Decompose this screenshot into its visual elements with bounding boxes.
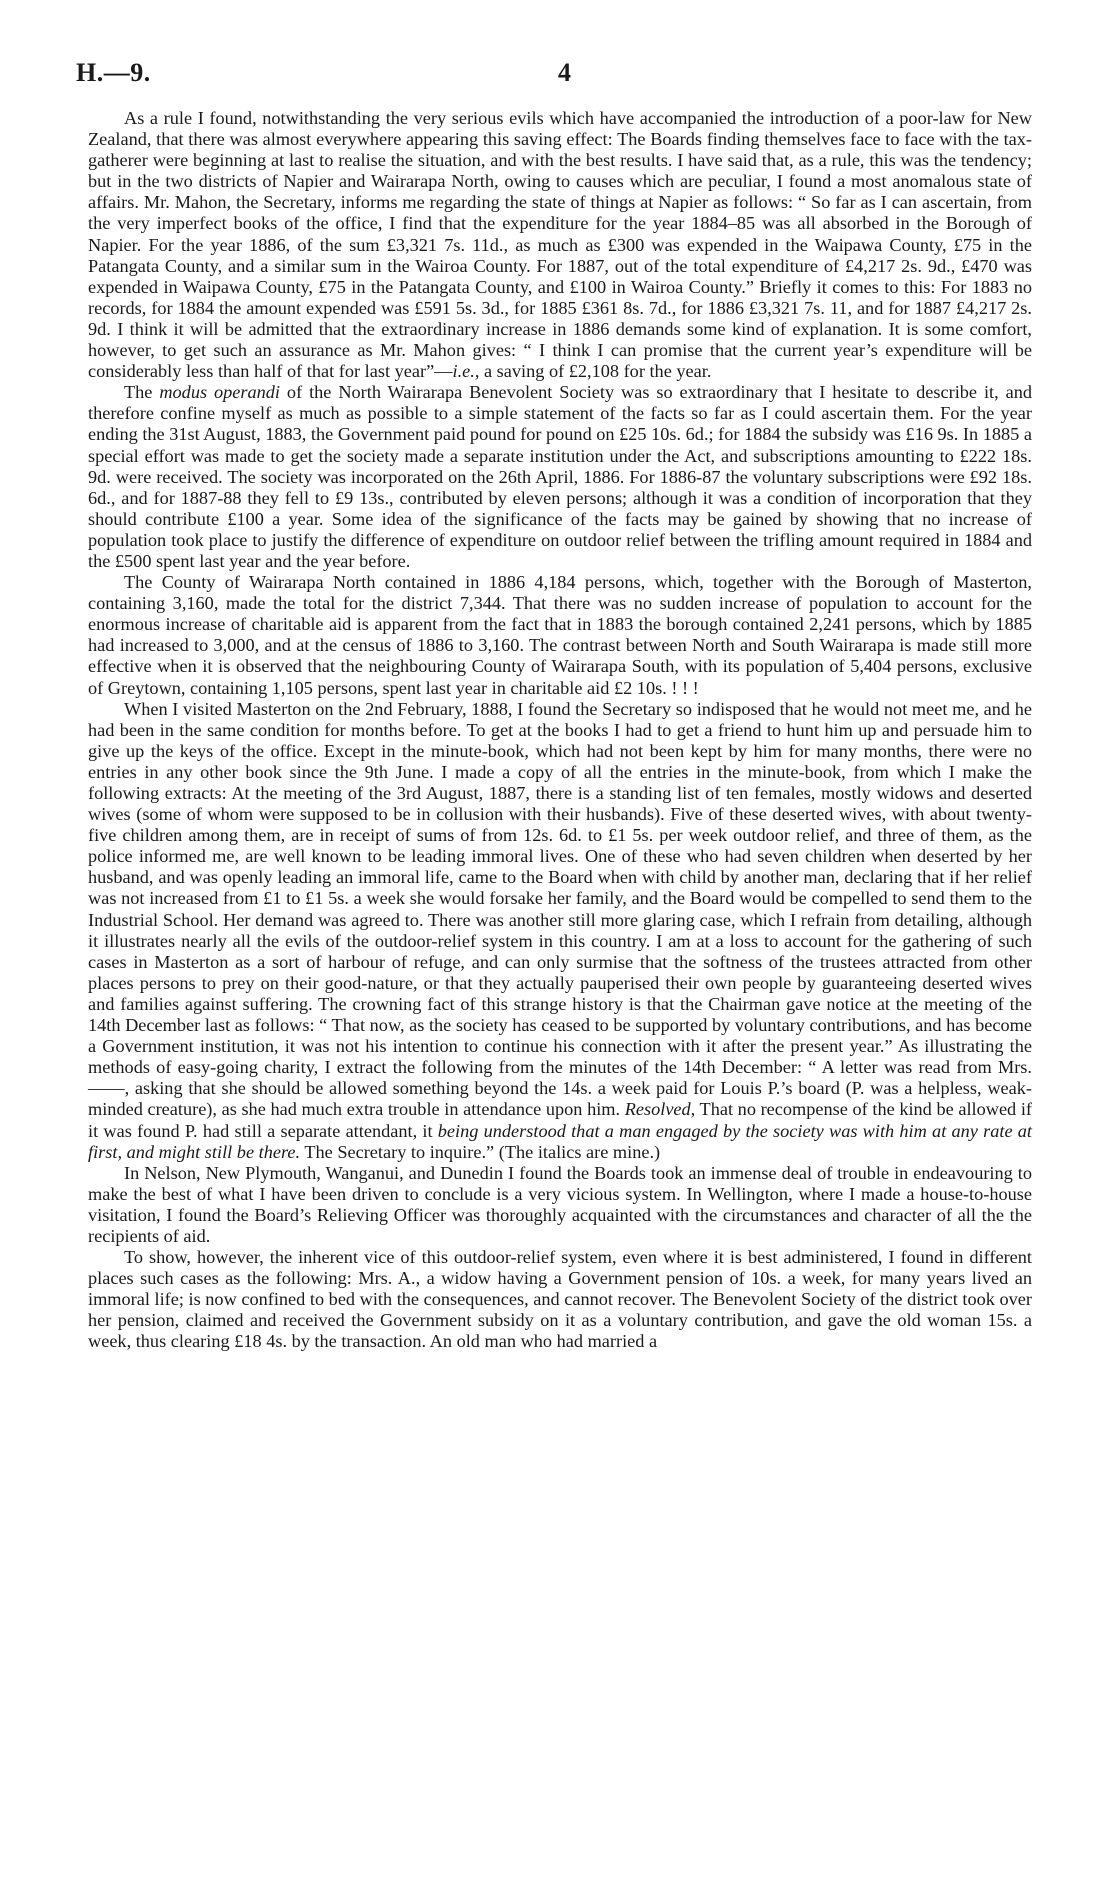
text-segment: In Nelson, New Plymouth, Wanganui, and Dunedin I found the Boards took an immense deal of trouble in endeavouring to make the best of what I have been driven to conclude is a very vicious system. In Wellington, where I made a house-to-house visitation, I found the Board’s Relieving Officer was thoroughly acquainted with the circumstances and character of all the the recipients of aid. (88, 1162, 1032, 1246)
text-segment: That no recompense of the kind be allowed if it was found P. had still a separate attendant, it (88, 1099, 1032, 1141)
text-segment: The Secretary to inquire.” (The italics are mine.) (300, 1141, 661, 1162)
paragraph-5 (88, 1163, 1032, 1247)
italic-segment: i.e. (452, 361, 475, 382)
text-segment: , a saving of £2,108 for the year. (474, 361, 712, 382)
italic-segment: being understood that a man engaged by the society was with him at any rate at first, and might still be there. (88, 1120, 1033, 1162)
text-segment: The (124, 382, 160, 403)
paragraph-4 (88, 699, 1032, 1163)
text-segment: As a rule I found, notwithstanding the very serious evils which have accompanied the introduction of a poor-law for New Zealand, that there was almost everywhere appearing this saving effect: The Boards finding themselves face to face with the tax-gatherer were beginning at last to realise the situation, and with the best results. I have said that, as a rule, this was the tendency; but in the two districts of Napier and Wairarapa North, owing to causes which are peculiar, I found a most anomalous state of affairs. Mr. Mahon, the Secretary, informs me regarding the state of things at Napier as follows: “ So far as I can ascertain, from the very imperfect books of the office, I find that the expenditure for the year 1884–85 was all absorbed in the Borough of Napier. For the year 1886, of the sum £3,321 7s. 11d., as much as £300 was expended in the Waipawa County, £75 in the Patangata County, and a similar sum in the Wairoa County. For 1887, out of the total expenditure of £4,217 2s. 9d., £470 was expended in Waipawa County, £75 in the Patangata County, and £100 in Wairoa County.” Briefly it comes to this: For 1883 no records, for 1884 the amount expended was £591 5s. 3d., for 1885 £361 8s. 7d., for 1886 £3,321 7s. 11, and for 1887 £4,217 2s. 9d. I think it will be admitted that the extraordinary increase in 1886 demands some kind of explanation. It is some comfort, however, to get such an assurance as Mr. Mahon gives: “ I think I can promise that the current year’s expenditure will be considerably less than half of that for last year”— (88, 108, 1032, 382)
paragraph-1 (88, 108, 1032, 382)
document-reference: H.—9. (76, 58, 151, 87)
page-header (76, 58, 1038, 98)
paragraph-3 (88, 572, 1032, 699)
italic-segment: modus operandi (159, 382, 281, 403)
paragraph-2 (88, 382, 1032, 572)
text-segment: The County of Wairarapa North contained in 1886 4,184 persons, which, together with the Borough of Masterton, containing 3,160, made the total for the district 7,344. That there was no sudden increase of population to account for the enormous increase of charitable aid is apparent from the fact that in 1883 the borough contained 2,241 persons, which by 1885 had increased to 3,000, and at the census of 1886 to 3,160. The contrast between North and South Wairarapa is made still more effective when it is observed that the neighbouring County of Wairarapa South, with its population of 5,404 persons, exclusive of Greytown, containing 1,105 persons, spent last year in charitable aid £2 10s. ! ! ! (88, 572, 1032, 698)
text-segment: When I visited Masterton on the 2nd February, 1888, I found the Secretary so indisposed that he would not meet me, and he had been in the same condition for months before. To get at the books I had to get a friend to hunt him up and persuade him to give up the keys of the office. Except in the minute-book, which had not been kept by him for many months, there were no entries in any other book since the 9th June. I made a copy of all the entries in the minute-book, from which I make the following extracts: At the meeting of the 3rd August, 1887, there is a standing list of ten females, mostly widows and deserted wives (some of whom were supposed to be in collusion with their husbands). Five of these deserted wives, with about twenty-five children among them, are in receipt of sums of from 12s. 6d. to £1 5s. per week outdoor relief, and three of them, as the police informed me, are well known to be leading immoral lives. One of these who had seven children when deserted by her husband, and was openly leading an immoral life, came to the Board when with child by another man, declaring that if her relief was not increased from £1 to £1 5s. a week she would forsake her family, and the Board would be compelled to send them to the Industrial School. Her demand was agreed to. There was another still more glaring case, which I refrain from detailing, although it illustrates nearly all the evils of the outdoor-relief system in this country. I am at a loss to account for the gathering of such cases in Masterton as a sort of harbour of refuge, and can only surmise that the softness of the trustees attracted from other places persons to prey on their good-nature, or that they actually pauperised their own people by guaranteeing deserted wives and families against suffering. The crowning fact of this strange history is that the Chairman gave notice at the meeting of the 14th December last as follows: “ That now, as the society has ceased to be supported by voluntary contributions, and has become a Government institution, it was not his intention to continue his connection with it after the present year.” As illustrating the methods of easy-going charity, I extract the following from the minutes of the 14th December: “ A letter was read from Mrs. ——, asking that she should be allowed something beyond the 14s. a week paid for Louis P.’s board (P. was a helpless, weak-minded creature), as she had much extra trouble in attendance upon him. (88, 698, 1032, 1120)
italic-segment: Resolved, (624, 1099, 696, 1120)
paragraph-6 (88, 1247, 1032, 1352)
body-text (88, 108, 1032, 1353)
text-segment: of the North Wairarapa Benevolent Society was so extraordinary that I hesitate to describe it, and therefore confine myself as much as possible to a simple statement of the facts so far as I could ascertain them. For the year ending the 31st August, 1883, the Government paid pound for pound on £25 10s. 6d.; for 1884 the subsidy was £16 9s. In 1885 a special effort was made to get the society made a separate institution under the Act, and subscriptions amounting to £222 18s. 9d. were received. The society was incorporated on the 26th April, 1886. For 1886-87 the voluntary subscriptions were £92 18s. 6d., and for 1887-88 they fell to £9 13s., contributed by eleven persons; although it was a condition of incorporation that they should contribute £100 a year. Some idea of the significance of the facts may be gained by showing that no increase of population took place to justify the difference of expenditure on outdoor relief between the trifling amount required in 1884 and the £500 spent last year and the year before. (88, 382, 1032, 571)
text-segment: To show, however, the inherent vice of this outdoor-relief system, even where it is best administered, I found in different places such cases as the following: Mrs. A., a widow having a Government pension of 10s. a week, for many years lived an immoral life; is now confined to bed with the consequences, and cannot recover. The Benevolent Society of the district took over her pension, claimed and received the Government subsidy on it as a voluntary contribution, and gave the old woman 15s. a week, thus clearing £18 4s. by the transaction. An old man who had married a (88, 1247, 1032, 1352)
page-number: 4 (558, 58, 571, 87)
